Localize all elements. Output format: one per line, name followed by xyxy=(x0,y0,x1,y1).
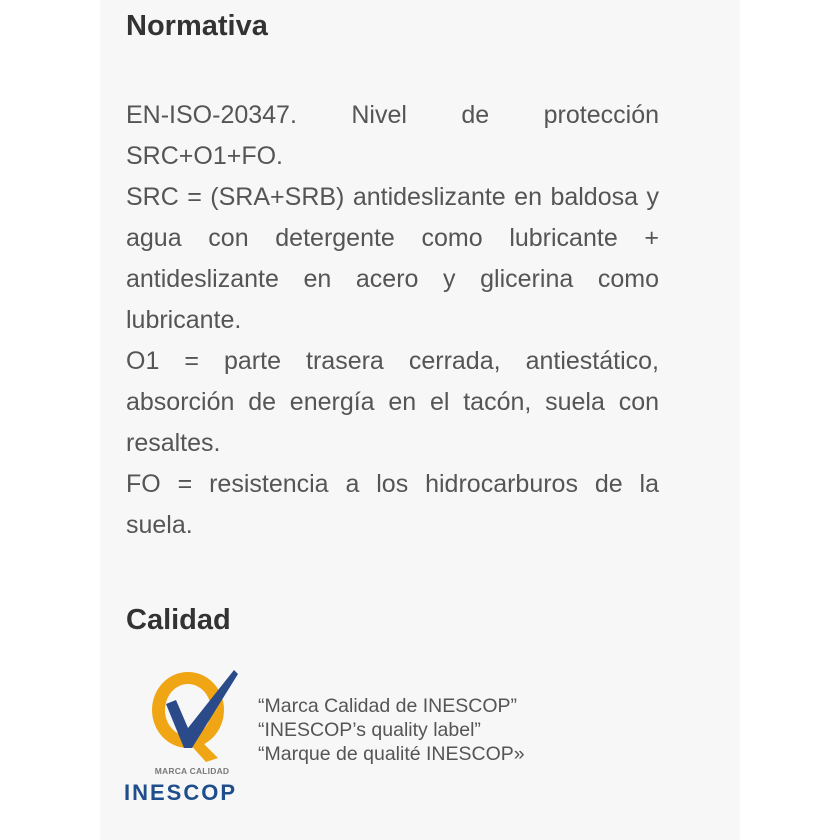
normativa-paragraph: EN-ISO-20347. Nivel de protección SRC+O1+FO. xyxy=(126,101,659,170)
product-spec-panel xyxy=(100,0,740,840)
quality-label-list xyxy=(258,694,525,766)
section-title-normativa: Normativa xyxy=(126,10,268,42)
quality-label-en: “INESCOP’s quality label” xyxy=(258,719,481,741)
normativa-paragraph: O1 = parte trasera cerrada, antiestático, absorción de energía en el tacón, suela con resaltes. xyxy=(126,347,659,457)
normativa-paragraph: FO = resistencia a los hidrocarburos de la suela. xyxy=(126,470,659,539)
logo-caption: MARCA CALIDAD xyxy=(154,766,230,776)
quality-label-es: “Marca Calidad de INESCOP” xyxy=(258,695,518,717)
normativa-text xyxy=(126,95,659,546)
section-title-calidad: Calidad xyxy=(126,604,231,636)
normativa-paragraph: SRC = (SRA+SRB) antideslizante en baldosa y agua con detergente como lubricante + antideslizante en acero y glicerina como lubricante. xyxy=(126,183,659,334)
inescop-quality-logo xyxy=(122,666,260,806)
quality-label-fr: “Marque de qualité INESCOP» xyxy=(258,743,525,765)
logo-wordmark: INESCOP xyxy=(124,780,238,805)
inescop-quality-q-check-icon xyxy=(122,666,260,766)
